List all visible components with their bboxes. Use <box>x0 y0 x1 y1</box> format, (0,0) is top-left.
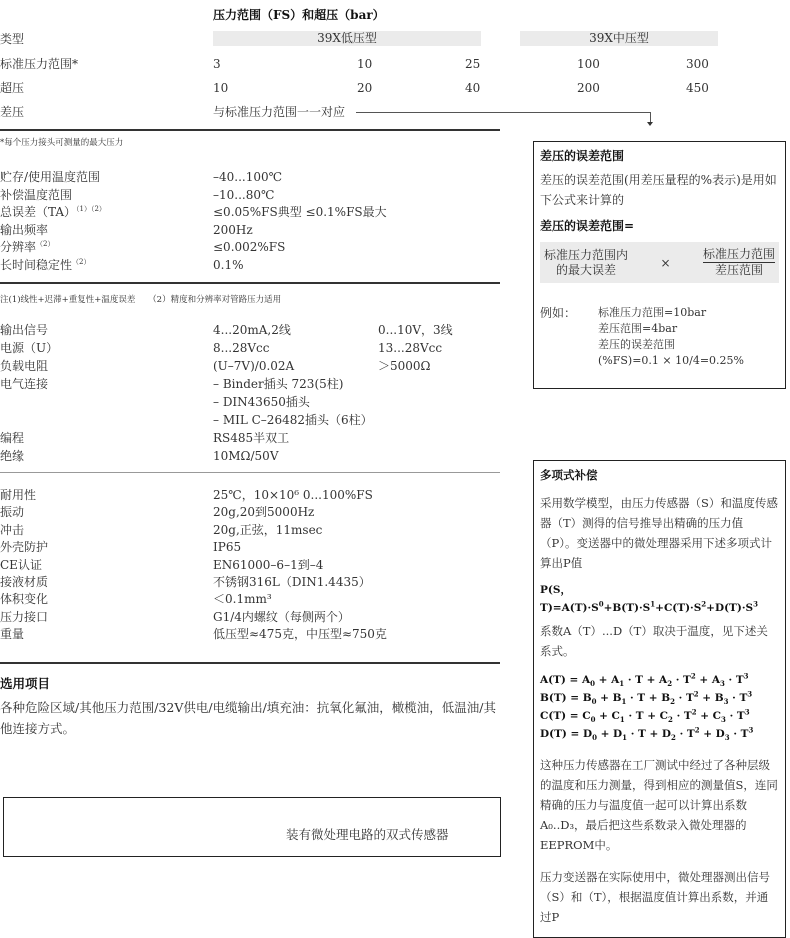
options-text: 各种危险区域/其他压力范围/32V供电/电缆输出/填充油：抗氧化氟油，橄榄油，低温油/其他连接方式。 <box>0 700 496 736</box>
example-lines <box>598 305 744 369</box>
polynomial-box <box>533 460 786 938</box>
diff-error-box <box>533 141 786 389</box>
example-line: 差压范围=4bar <box>598 322 678 335</box>
spec-value: ＜0.1mm³ <box>213 592 272 607</box>
cell: 100 <box>577 57 600 71</box>
box-text: 采用数学模型，由压力传感器（S）和温度传感器（T）测得的信号推导出精确的压力值（P）。变送器中的微处理器采用下述多项式计算出P值 <box>540 496 778 570</box>
formula-c: $C(T) = C_0 + C_1 \cdot T + C_2 \cdot T^2 + C_3 \cdot T^3$ <box>540 707 750 725</box>
label-text: 接液材质 <box>0 575 49 589</box>
spec-value: 不锈钢316L（DIN1.4435） <box>213 575 371 589</box>
note: 注(1)线性+迟滞+重复性+温度误差 （2）精度和分辨率对管路压力适用 <box>0 295 282 305</box>
spec-label <box>0 431 24 445</box>
label-text: 编程 <box>0 431 25 445</box>
box-text: 这种压力传感器在工厂测试中经过了各种层级的温度和压力测量，得到相应的测量值S，连同精确的压力与温度值一起可以计算出系数A₀..D₃，最后把这些系数录入微处理器的EEPROM中。 <box>540 758 778 852</box>
formula-d: $D(T) = D_0 + D_1 \cdot T + D_2 \cdot T^2 + D_3 \cdot T^3$ <box>540 725 754 743</box>
example-line: 标准压力范围=10bar <box>598 306 707 319</box>
spec-value: 8...28Vcc <box>213 341 270 355</box>
example-line: (%FS)=0.1 × 10/4=0.25% <box>598 354 744 367</box>
spec-label <box>0 523 24 537</box>
footnote: *每个压力接头可测量的最大压力 <box>0 138 124 148</box>
cell: 10 <box>357 57 373 71</box>
divider <box>0 662 500 664</box>
spec-label <box>0 575 48 589</box>
label-text: 补偿温度范围 <box>0 187 73 202</box>
spec-value: G1/4内螺纹（每侧两个） <box>213 609 350 624</box>
spec-label <box>0 323 48 337</box>
box-text: 系数A（T）...D（T）取决于温度，见下述关系式。 <box>540 624 768 658</box>
formula-left <box>544 248 628 278</box>
spec-value: – MIL C–26482插头（6柱） <box>213 413 373 427</box>
spec-value: ≤0.002%FS <box>213 240 286 255</box>
label-text: 贮存/使用温度范围 <box>0 170 101 184</box>
label-text: 振动 <box>0 505 25 520</box>
spec-value: 10MΩ/50V <box>213 449 279 463</box>
formula-b: $B(T) = B_0 + B_1 \cdot T + B_2 \cdot T^2 + B_3 \cdot T^3$ <box>540 689 753 707</box>
spec-label <box>0 359 48 373</box>
formula-panel <box>540 242 779 283</box>
footnote-ref: （1）（2） <box>76 205 106 214</box>
spec-label <box>0 341 58 355</box>
box-title: 多项式补偿 <box>540 468 598 482</box>
divider <box>0 472 500 473</box>
box-text: 压力变送器在实际使用中，微处理器测出信号（S）和（T），根据温度值计算出系数，并通过P <box>540 870 770 924</box>
spec-label <box>0 592 48 606</box>
numerator: 标准压力范围 <box>702 247 775 261</box>
spec-label <box>0 223 48 237</box>
spec-value: IP65 <box>213 540 242 555</box>
example-line: 差压的误差范围 <box>598 338 675 351</box>
label-text: 外壳防护 <box>0 540 49 555</box>
pressure-title: 压力范围（FS）和超压（bar） <box>213 8 385 22</box>
denominator: 差压范围 <box>714 263 763 277</box>
options-title: 选用项目 <box>0 676 51 691</box>
spec-value: EN61000–6–1到–4 <box>213 557 324 572</box>
label-text: CE认证 <box>0 557 42 572</box>
spec-label <box>0 610 48 624</box>
diff-text: 与标准压力范围一一对应 <box>213 105 346 119</box>
spec-value: ≤0.05%FS典型 ≤0.1%FS最大 <box>213 205 387 220</box>
spec-label <box>0 558 42 572</box>
spec-label <box>0 377 48 391</box>
label-text: 总误差（TA） <box>0 205 77 220</box>
spec-label <box>0 449 24 463</box>
cell: 300 <box>686 57 709 71</box>
cell: 3 <box>213 57 221 71</box>
spec-value-alt: 0...10V，3线 <box>378 323 453 337</box>
spec-label <box>0 205 106 219</box>
spec-label <box>0 505 24 519</box>
spec-label <box>0 188 72 202</box>
row-label: 类型 <box>0 32 25 46</box>
type-low: 39X低压型 <box>213 31 481 46</box>
divider <box>0 282 500 284</box>
spec-value: 200Hz <box>213 222 253 237</box>
label-text: 绝缘 <box>0 449 25 463</box>
label-text: 耐用性 <box>0 488 37 502</box>
formula-left-line: 标准压力范围内 <box>544 247 629 262</box>
spec-value: 20g,20到5000Hz <box>213 505 315 520</box>
spec-label <box>0 488 36 502</box>
label-text: 压力接口 <box>0 609 49 624</box>
footnote-ref: （2） <box>36 240 55 249</box>
type-mid: 39X中压型 <box>520 31 718 46</box>
spec-value: – Binder插头 723(5柱) <box>213 377 344 391</box>
label-text: 输出信号 <box>0 323 49 337</box>
label-text: 长时间稳定性 <box>0 258 73 272</box>
formula-title: 差压的误差范围= <box>540 219 635 233</box>
figure-caption: 装有微处理电路的双式传感器 <box>286 827 449 842</box>
spec-value: –10...80℃ <box>213 187 275 202</box>
label-text: 负载电阻 <box>0 359 49 373</box>
cell: 450 <box>686 81 709 95</box>
example-label: 例如： <box>540 306 577 320</box>
label-text: 体积变化 <box>0 592 49 607</box>
spec-value: RS485半双工 <box>213 431 290 445</box>
label-text: 电气连接 <box>0 377 49 391</box>
spec-value: 低压型≈475克，中压型≈750克 <box>213 627 387 642</box>
label-text: 输出频率 <box>0 222 49 237</box>
formula-p: P(S，$T)=A(T)\cdot S^0+B(T)\cdot S^1+C(T)\cdot S^2+D(T)\cdot S^3$ <box>540 584 758 614</box>
cell: 20 <box>357 81 373 95</box>
spec-label <box>0 627 24 641</box>
label-text: 冲击 <box>0 522 25 537</box>
box-text: 差压的误差范围(用差压量程的%表示)是用如下公式来计算的 <box>540 173 777 207</box>
times-sign: × <box>660 255 671 270</box>
spec-value-alt: 13...28Vcc <box>378 341 443 355</box>
sensor-figure-box <box>3 797 501 857</box>
spec-label <box>0 258 90 272</box>
formula-left-line: 的最大误差 <box>556 262 617 277</box>
row-label: 超压 <box>0 81 25 95</box>
divider <box>0 129 500 131</box>
cell: 25 <box>465 57 481 71</box>
spec-value: 0.1% <box>213 258 244 272</box>
spec-value: – DIN43650插头 <box>213 395 310 409</box>
row-label: 差压 <box>0 105 25 119</box>
label-text: 分辨率 <box>0 240 37 255</box>
spec-value: 4...20mA,2线 <box>213 323 291 337</box>
row-label: 标准压力范围* <box>0 57 79 71</box>
label-text: 电源（U） <box>0 341 59 355</box>
spec-label <box>0 540 48 554</box>
box-title: 差压的误差范围 <box>540 149 625 163</box>
spec-label <box>0 240 54 254</box>
formula-fraction <box>703 247 775 278</box>
connector-line <box>356 112 650 113</box>
example <box>540 305 779 369</box>
spec-value: –40...100℃ <box>213 170 283 184</box>
spec-value: (U–7V)/0.02A <box>213 359 295 373</box>
cell: 200 <box>577 81 600 95</box>
cell: 40 <box>465 81 481 95</box>
label-text: 重量 <box>0 627 25 642</box>
spec-value-alt: ＞5000Ω <box>378 359 431 373</box>
spec-label <box>0 170 100 184</box>
footnote-ref: （2） <box>72 258 91 266</box>
spec-value: 20g,正弦，11msec <box>213 522 323 537</box>
cell: 10 <box>213 81 229 95</box>
formula-a: $A(T) = A_0 + A_1 \cdot T + A_2 \cdot T^2 + A_3 \cdot T^3$ <box>540 671 749 689</box>
arrow-down-icon <box>647 122 653 126</box>
spec-value: 25℃，10×10⁶ 0...100%FS <box>213 488 373 502</box>
